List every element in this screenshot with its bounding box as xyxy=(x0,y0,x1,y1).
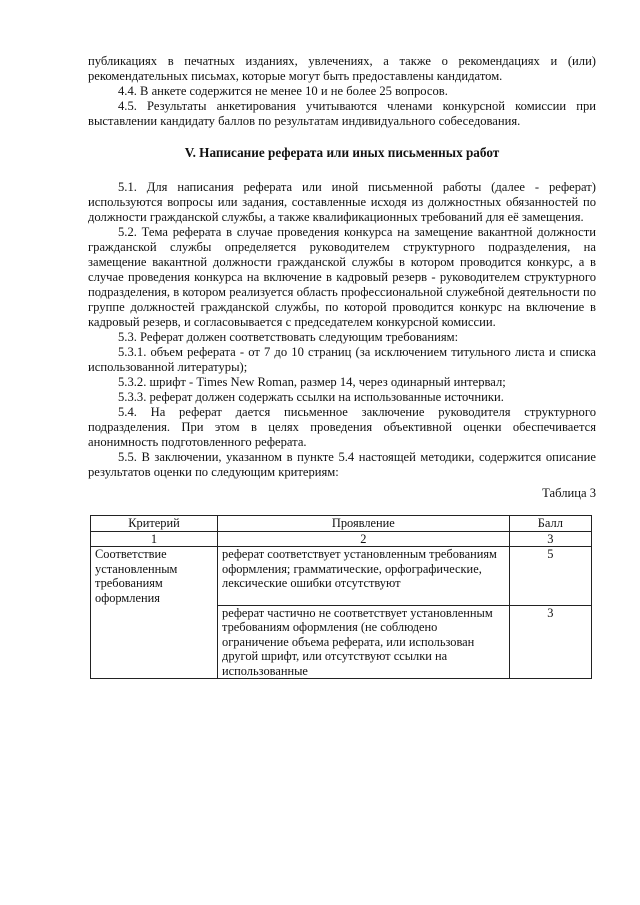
paragraph: 5.3. Реферат должен соответствовать следующим требованиям: xyxy=(118,330,459,344)
table-header-cell: Балл xyxy=(509,516,591,532)
table-header-cell: Проявление xyxy=(218,516,510,532)
table-number-row xyxy=(91,531,592,547)
paragraph: 5.1. Для написания реферата или иной письменной работы (далее - реферат) используются вопросы или задания, составленные исходя из должностных обязанностей по должности гражданской службы, а также квалификационных требований для её замещения. xyxy=(88,180,596,224)
paragraph: 5.3.1. объем реферата - от 7 до 10 страниц (за исключением титульного листа и списка использованной литературы); xyxy=(88,345,596,374)
paragraph: 4.4. В анкете содержится не менее 10 и не более 25 вопросов. xyxy=(118,84,448,98)
table-caption: Таблица 3 xyxy=(542,486,596,500)
paragraph: 5.4. На реферат дается письменное заключение руководителя структурного подразделения. При этом в целях проведения объективной оценки обеспечивается анонимность подготовленного реферата. xyxy=(88,405,596,449)
score-cell: 3 xyxy=(509,605,591,679)
criterion-cell-continued xyxy=(91,605,218,679)
paragraph: 4.5. Результаты анкетирования учитываются членами конкурсной комиссии при выставлении кандидату баллов по результатам индивидуального собеседования. xyxy=(88,99,596,128)
paragraph: 5.2. Тема реферата в случае проведения конкурса на замещение вакантной должности гражданской службы определяется руководителем структурного подразделения, на замещение вакантной должности гражданской службы в котором проводится конкурс, а в случае проведения конкурса на включение в кадровый резерв - руководителем структурного подразделения, в котором реализуется область профессиональной служебной деятельности по группе должностей гражданской службы, по которой проводится конкурс на включение в кадровый резерв, и согласовывается с председателем конкурсной комиссии. xyxy=(88,225,596,329)
criterion-cell: Соответствие установленным требованиям оформления xyxy=(91,547,218,606)
table-header-cell: Критерий xyxy=(91,516,218,532)
table-number-cell: 2 xyxy=(218,531,510,547)
paragraph: 5.5. В заключении, указанном в пункте 5.4 настоящей методики, содержится описание результатов оценки по следующим критериям: xyxy=(88,450,596,479)
paragraph: публикациях в печатных изданиях, увлечениях, а также о рекомендациях и (или) рекомендательных письмах, которые могут быть предоставлены кандидатом. xyxy=(88,54,596,83)
section-title: V. Написание реферата или иных письменных работ xyxy=(184,145,500,160)
table-header-row xyxy=(91,516,592,532)
criteria-table xyxy=(90,515,592,679)
table-row xyxy=(91,547,592,606)
table-number-cell: 1 xyxy=(91,531,218,547)
manifestation-cell: реферат частично не соответствует установленным требованиям оформления (не соблюдено ограничение объема реферата, или использован другой шрифт, или отсутствуют ссылки на использованные xyxy=(218,605,510,679)
document-content xyxy=(88,54,596,679)
manifestation-cell: реферат соответствует установленным требованиям оформления; грамматические, орфографические, лексические ошибки отсутствуют xyxy=(218,547,510,606)
table-row xyxy=(91,605,592,679)
table-number-cell: 3 xyxy=(509,531,591,547)
paragraph: 5.3.2. шрифт - Times New Roman, размер 14, через одинарный интервал; xyxy=(118,375,506,389)
paragraph: 5.3.3. реферат должен содержать ссылки на использованные источники. xyxy=(118,390,504,404)
score-cell: 5 xyxy=(509,547,591,606)
